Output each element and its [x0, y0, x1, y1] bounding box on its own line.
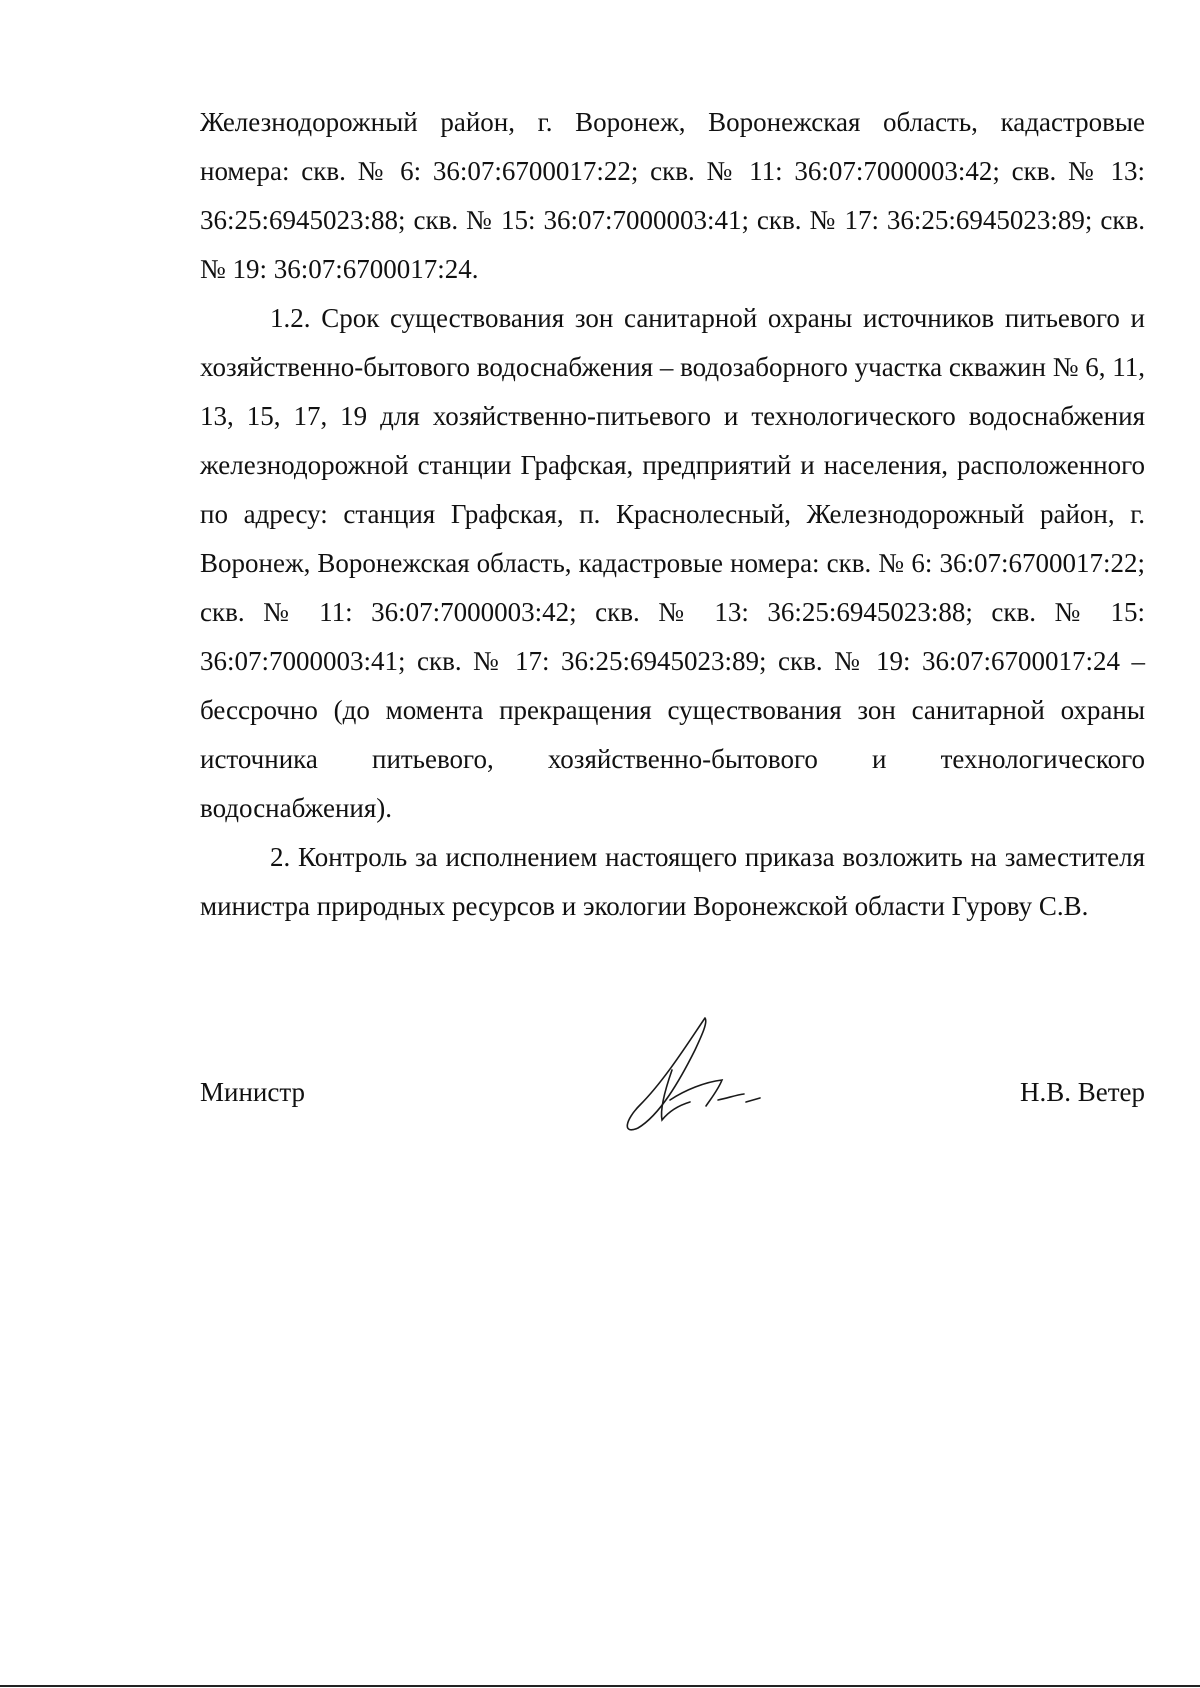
signer-position: Министр: [200, 1077, 305, 1107]
signature-block: [200, 1010, 1145, 1150]
signer-name: Н.В. Ветер: [1019, 1077, 1145, 1107]
paragraph-continuation: Железнодорожный район, г. Воронеж, Воронежская область, кадастровые номера: скв. № 6: 36:07:6700017:22; скв. № 11: 36:07:7000003:42; скв. № 13: 36:25:6945023:88; скв. № 15: 36:07:7000003:41; скв. № 17: 36:25:6945023:89; скв. № 19: 36:07:6700017:24.: [200, 107, 1145, 284]
paragraph-1-2: 1.2. Срок существования зон санитарной охраны источников питьевого и хозяйственно-бытового водоснабжения – водозаборного участка скважин № 6, 11, 13, 15, 17, 19 для хозяйственно-питьевого и технологического водоснабжения железнодорожной станции Графская, предприятий и населения, расположенного по адресу: станция Графская, п. Краснолесный, Железнодорожный район, г. Воронеж, Воронежская область, кадастровые номера: скв. № 6: 36:07:6700017:22; скв. № 11: 36:07:7000003:42; скв. № 13: 36:25:6945023:88; скв. № 15: 36:07:7000003:41; скв. № 17: 36:25:6945023:89; скв. № 19: 36:07:6700017:24 – бессрочно (до момента прекращения существования зон санитарной охраны источника питьевого, хозяйственно-бытового и технологического водоснабжения).: [200, 303, 1145, 823]
document-body: [200, 98, 1145, 931]
page-bottom-rule: [0, 1685, 1200, 1687]
handwritten-signature-icon: [610, 1010, 770, 1140]
paragraph-2: 2. Контроль за исполнением настоящего приказа возложить на заместителя министра природных ресурсов и экологии Воронежской области Гурову С.В.: [200, 842, 1145, 921]
